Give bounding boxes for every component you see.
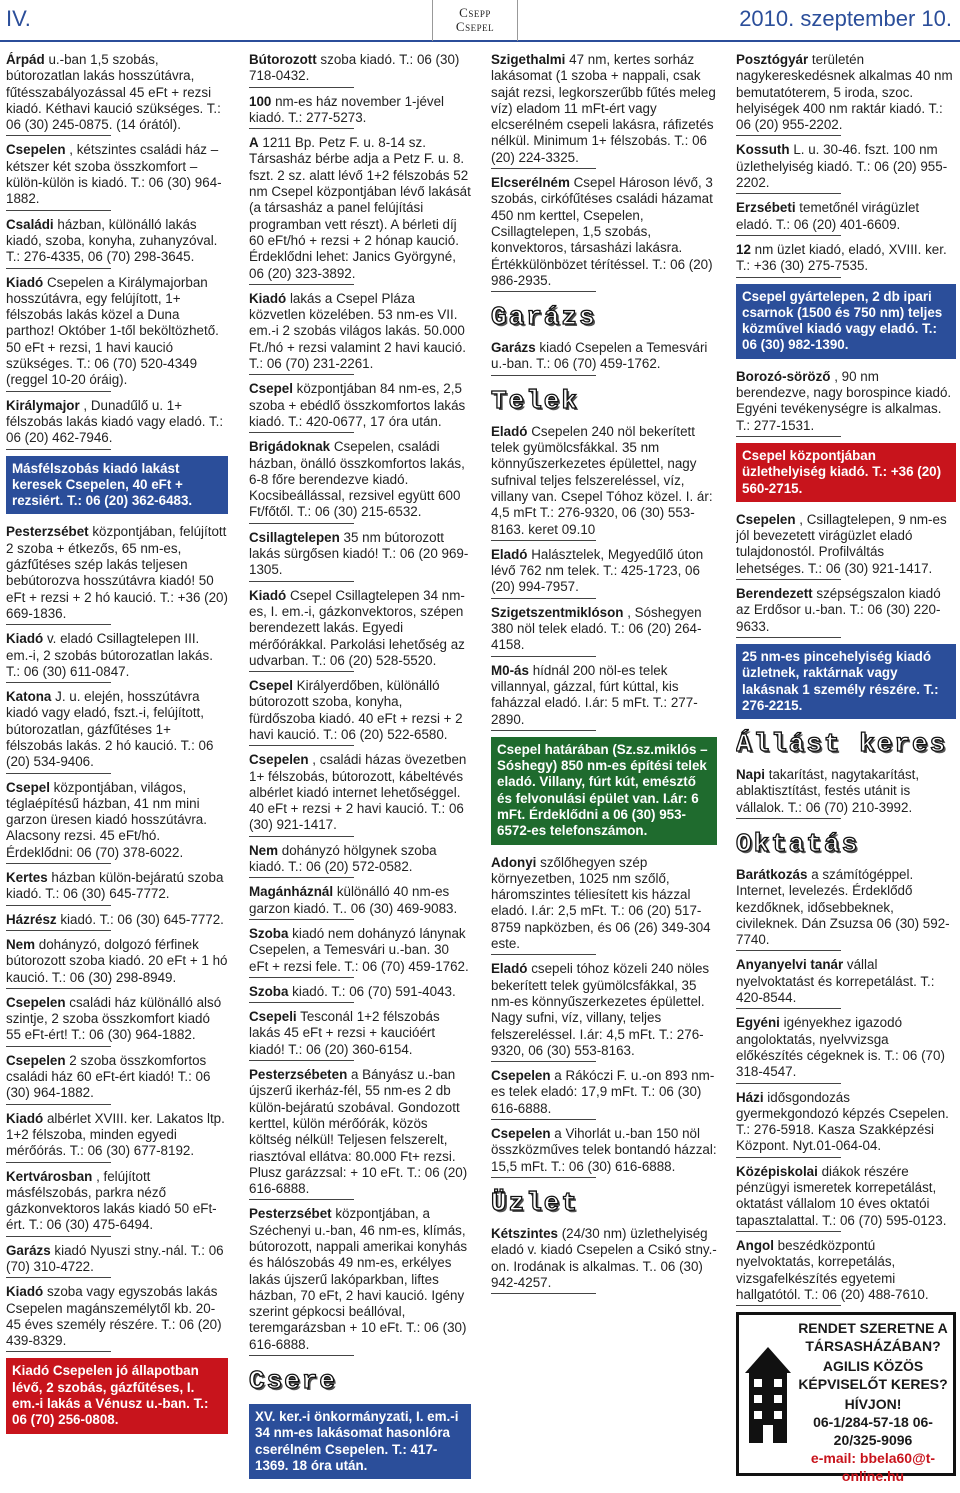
ad-separator [6, 1046, 111, 1047]
ad-text: szépségszalon kiadó az Erdősor u.-ban. T.: 06 (30) 220-9633. [736, 586, 941, 634]
ad-lead-word: Berendezett [736, 586, 813, 602]
ad-lead-word: Nem [249, 842, 279, 858]
ad-separator [6, 268, 111, 269]
classified-ad [6, 524, 228, 625]
ad-text: , Dunadűlő u. 1+ félszobás lakás kiadó vagy eladó. T.: 06 (20) 462-7946. [6, 397, 224, 446]
ad-separator [736, 1305, 841, 1306]
classified-ad [491, 855, 717, 956]
classified-ad [6, 1053, 228, 1105]
ad-lead-word: Borozó-söröző [736, 368, 831, 384]
ad-separator [6, 210, 111, 211]
ad-separator [249, 87, 354, 88]
ad-text: takarítást, nagytakarítást, ablaktisztítást, festés utánit is vállalok. T.: 06 (70) 210-3992. [736, 767, 920, 815]
ad-text: szoba vagy egyszobás lakás Csepelen magánszemélytől kb. 20-45 éves személy részére. T.: 06 (20) 439-8329. [6, 1284, 222, 1349]
classified-ad [6, 1284, 228, 1352]
ad-separator [249, 745, 354, 746]
ad-lead-word: Szigetszentmiklóson [491, 604, 624, 620]
ad-text: diákok részére pénzügyi ismeretek korrepetálást, oktatást vállalom 10 éves oktatói tapasztalattal. T.: 06 (70) 595-0123. [736, 1163, 947, 1228]
ad-lead-word: Pesterzsébet [249, 1206, 332, 1222]
ad-text: Csepel Hároson lévő, 3 szobás, cirkófűtéses családi házamat 450 nm kerttel, Csepelen, Csillagtelepen, 1,5 szobás, konvektoros, társasházi lakásra. Értékkülönbözet térítéssel. T.: 06 (20) 986-2935. [491, 175, 713, 288]
highlight-box-red: Kiadó Csepelen jó állapotban lévő, 2 szobás, gázfűtéses, I. em.-i lakás a Vénusz u.-ban. T.: 06 (70) 256-0808. [6, 1358, 228, 1433]
ad-lead-word: Csepelen [491, 1126, 551, 1142]
classified-ad [491, 663, 717, 731]
classified-ad [249, 135, 471, 285]
ad-lead-word: Erzsébeti [736, 200, 796, 216]
logo-line-2: Csepel [455, 19, 495, 34]
ad-text: J. u. elején, hosszútávra kiadó vagy eladó, fszt.-i, felújított, bútorozatlan, gázfűtéses 1+ félszobás lakás. 2 hó kaució. T.: 06 (20) 534-9406. [6, 689, 214, 770]
ad-text: kiadó. T.: 06 (70) 591-4043. [292, 983, 456, 999]
ad-text: , 90 nm berendezve, nagy borospince kiadó. Egyéni tevékenységre is alkalmas. T.: 277-1531. [736, 368, 952, 433]
classified-ad [6, 275, 228, 392]
ad-separator [491, 1061, 596, 1062]
ad-text: szőlőhegyen szép környezetben, 1025 nm szőlő, háromszintes téliesített kis házzal eladó. I.ár: 2,5 mFt. T.: 06 (20) 517-8759 napközben, és 06 (26) 349-304 este. [491, 854, 711, 952]
ad-lead-word: Anyanyelvi tanár [736, 957, 844, 973]
ad-text: , Sóshegyen 380 nöl telek eladó. T.: 06 (20) 264-4158. [491, 604, 702, 653]
ad-lead-word: Kiadó [6, 274, 44, 290]
classified-ad [249, 1067, 471, 1200]
ad-lead-word: Csepelen [249, 752, 309, 768]
ad-separator [736, 818, 841, 819]
ad-lead-word: Elcserélném [491, 175, 570, 191]
ad-separator [6, 624, 111, 625]
house-icon [743, 1345, 793, 1445]
classified-ad [6, 52, 228, 136]
highlight-box-red: Csepel központjában üzlethelyiség kiadó. T.: +36 (20) 560-2715. [736, 443, 956, 502]
classified-ad [249, 984, 471, 1003]
column-4 [736, 52, 956, 1493]
classified-ad [6, 995, 228, 1047]
classified-ad [736, 242, 956, 278]
ad-separator [6, 391, 111, 392]
classified-ad [249, 1206, 471, 1356]
classified-ad [6, 1111, 228, 1163]
classified-ad [249, 752, 471, 836]
classified-ad [736, 957, 956, 1009]
classified-ad [249, 678, 471, 746]
highlight-box: Csepel gyártelepen, 2 db ipari csarnok (1500 és 750 nm) teljes közművel kiadó vagy eladó. T.: 06 (30) 982-1390. [736, 284, 956, 359]
ad-text: házban külön-bejáratú szoba kiadó. T.: 06 (30) 645-7772. [6, 870, 224, 902]
ad-separator [249, 671, 354, 672]
ad-text: központjában 84 nm-es, 2,5 szoba + ebédlő összkomfortos lakás kiadó. T.: 420-0677, 17 óra után. [249, 381, 466, 429]
ad-text: területén nagykereskedésnek alkalmas 40 nm bemutatóterem, 5 iroda, szoc. helyiségek 400 nm raktár kiadó. T.: 06 (20) 955-2202. [736, 52, 953, 133]
ad-lead-word: Kertes [6, 870, 48, 886]
ad-separator [736, 235, 841, 236]
ad-text: idősgondozás gyermekgondozó képzés Csepelen. T.: 276-5918. Kasza Szakképzési Központ. Nyt.01-064-04. [736, 1089, 949, 1154]
ad-lead-word: 12 [736, 241, 751, 257]
ad-text: a számítógéppel. Internet, levelezés. Érdeklődő kezdőknek, idősebbeknek, civileknek. Dán Zsuzsa 06 (30) 592-7740. [736, 866, 950, 948]
classified-ad [249, 381, 471, 433]
ad-separator [736, 1008, 841, 1009]
ad-lead-word: Csepel [249, 381, 293, 397]
column-1 [6, 52, 228, 1493]
ad-lead-word: Árpád [6, 52, 45, 67]
ad-lead-word: Egyéni [736, 1015, 780, 1031]
ad-text: temetőnél virágüzlet eladó. T.: 06 (20) 401-6609. [736, 200, 920, 232]
ad-separator [249, 836, 354, 837]
ad-separator [249, 523, 354, 524]
ad-text: Királyerdőben, különálló bútorozott szoba, konyha, fürdőszoba kiadó. 40 eFt + rezsi + 2 havi kaució. T.: 06 (20) 522-6580. [249, 678, 463, 742]
ad-lead-word: Kiadó [249, 290, 287, 306]
ad-lead-word: Házi [736, 1089, 764, 1105]
ad-text: különálló 40 nm-es garzon kiadó. T.. 06 (30) 469-9083. [249, 884, 458, 916]
ad-separator [249, 1199, 354, 1200]
ad-text: kiadó nem dohányzó lánynak Csepelen, a Temesvári u.-ban. 30 eFt + rezsi fele. T.: 06 (70) 459-1762. [249, 925, 469, 974]
ad-separator [491, 1293, 596, 1294]
ad-separator [491, 1177, 596, 1178]
ad-text: csepeli tóhoz közeli 240 nöles bekerített telek gyümölcsfákkal, 35 nm-es könnyűszerkezetes épülettel. Nagy sufni, víz, villany, teljes felszereléssel. I.ár: 4,5 mFt. T.: 276-9320, 06 (30) 553-8163. [491, 961, 710, 1058]
classified-ad [6, 217, 228, 269]
ad-text: (24/30 nm) üzlethelyiség eladó v. kiadó Csepelen a Csikó stny.-on. Irodának is alkalmas. T.. 06 (30) 942-4257. [491, 1225, 717, 1290]
ad-lead-word: Napi [736, 767, 766, 783]
ad-text: Csepel Csillagtelepen 34 nm-es, I. em.-i, gázkonvektoros, szépen berendezett lakás. Egyedi mérőórákkal. Parkolási lehetőség az udvarban. T.: 06 (20) 528-5520. [249, 587, 465, 668]
ad-separator [491, 540, 596, 541]
ad-separator [6, 1104, 111, 1105]
ad-text: Tesconál 1+2 félszobás lakás 45 eFt + rezsi + kaucióért kiadó! T.: 06 (20) 360-6154. [249, 1009, 440, 1057]
ad-lead-word: Magánháznál [249, 884, 334, 900]
ad-text: Csepelen, családi házban, önálló összkomfortos lakás, 6-8 főre berendezve kiadó. Kocsibeállással, rezsivel együtt 600 Ft/főtől. T.: 06 (30) 215-6532. [249, 439, 465, 520]
ad-lead-word: A [249, 135, 259, 151]
ad-lead-word: Eladó [491, 423, 528, 439]
classified-ad [491, 175, 717, 292]
classified-ad [736, 512, 956, 580]
classified-ad [249, 94, 471, 130]
section-heading-csere: Csere [249, 1366, 338, 1397]
ad-separator [736, 135, 841, 136]
ad-lead-word: Középiskolai [736, 1163, 818, 1179]
ad-text: u.-ban 1,5 szobás, bútorozatlan lakás hosszútávra, fűtésszabályozással 45 eFt + rezsi kiadó. Kéthavi kaució szükséges. T.: 06 (30) 245-0875. (14 órától). [6, 52, 221, 133]
ad-text: 2 szoba összkomfortos családi ház 60 eFt-ért kiadó! T.: 06 (30) 964-1882. [6, 1052, 211, 1101]
ad-text: a Vihorlát u.-ban 150 nöl összközműves telek bontandó házzal: 15,5 mFt. T.: 06 (30) 616-6888. [491, 1126, 717, 1174]
classified-ad [6, 937, 228, 989]
ad-lead-word: Kertvárosban [6, 1168, 93, 1184]
ad-text: dohányzó, dolgozó férfinek bútorozott szoba kiadó. 20 eFt + 1 hó kaució. T.: 06 (30) 298-8949. [6, 936, 228, 985]
ad-separator [249, 1355, 354, 1356]
classified-ad [736, 369, 956, 437]
highlight-box: Másfélszobás kiadó lakást keresek Csepelen, 40 eFt + rezsiért. T.: 06 (20) 362-6483. [6, 456, 228, 515]
ad-lead-word: Szoba [249, 983, 289, 999]
ad-text: 47 nm, kertes sorház lakásomat (1 szoba + nappali, csak saját rezsi, legkorszerűbb fűtés meleg víz) eladom 11 mFt-ért vagy elcserélném csepeli lakásra, ráfizetés nélkül. Minimum 1+ félszobás. T.: 06 (20) 224-3325. [491, 52, 716, 165]
column-3 [491, 52, 717, 1493]
ad-lead-word: Eladó [491, 961, 528, 977]
section-heading-garazs: Garázs [491, 302, 597, 333]
section-heading-telek: Telek [491, 385, 580, 416]
classified-ad [491, 1226, 717, 1294]
highlight-box: 25 nm-es pincehelyiség kiadó üzletnek, raktárnak vagy lakásnak 1 személy részére. T.: 276-2215. [736, 644, 956, 719]
section-heading-oktatas: Oktatás [736, 828, 860, 859]
highlight-box: XV. ker.-i önkormányzati, I. em.-i 34 nm-es lakásomat hasonlóra cserélném Csepelen. T.: 417-1369. 18 óra után. [249, 1404, 471, 1479]
ad-lead-word: Kiadó [6, 631, 44, 647]
ad-text: , felújított másfélszobás, parkra néző gázkonvektoros lakás kiadó 50 eFt-ért. T.: 06 (30) 475-6494. [6, 1168, 217, 1233]
classified-ad [249, 439, 471, 523]
house-ad-phone: 06-1/284-57-18 06-20/325-9096 [813, 1414, 933, 1449]
ad-separator [6, 988, 111, 989]
ad-lead-word: Csillagtelepen [249, 529, 340, 545]
ad-separator [491, 656, 596, 657]
ad-text: szoba kiadó. T.: 06 (30) 718-0432. [249, 52, 460, 84]
ad-lead-word: Kétszintes [491, 1225, 558, 1241]
ad-text: lakás a Csepel Pláza közvetlen közelében. 53 nm-es VII. em.-i 2 szobás világos lakás. 50.000 Ft./hó + rezsi valamint 2 havi kaució. T.: 06 (70) 231-2261. [249, 290, 466, 372]
ad-text: házban, különálló lakás kiadó, szoba, konyha, zuhanyzóval. T.: 276-4335, 06 (70) 298-3645. [6, 216, 218, 265]
ad-text: albérlet XVIII. ker. Lakatos ltp. 1+2 félszoba, minden egyedi mérőórás. T.: 06 (30) 677-8192. [6, 1110, 225, 1159]
classified-ad [491, 605, 717, 657]
classified-ad [491, 547, 717, 599]
ad-lead-word: Házrész [6, 911, 57, 927]
classified-ad [491, 52, 717, 169]
ad-separator [6, 863, 111, 864]
ad-separator [6, 905, 111, 906]
classified-ad [6, 1243, 228, 1279]
ad-lead-word: Pesterzsébet [6, 524, 89, 540]
ad-separator [249, 919, 354, 920]
ad-lead-word: Csepelen [491, 1068, 551, 1084]
ad-text: Csepelen a Királymajorban hosszútávra, egy felújított, 1+ félszobás lakás közel a Duna parthoz! Október 1-től beköltözhető. 50 eFt + rezsi, 1 havi kaució szükséges. T.: 06 (70) 520-4349 (reggel 10-20 óráig). [6, 274, 219, 388]
ad-separator [6, 930, 111, 931]
ad-separator [491, 291, 596, 292]
classified-ad [6, 689, 228, 773]
ad-separator [736, 193, 841, 194]
classified-ad [736, 52, 956, 136]
ad-separator [249, 977, 354, 978]
section-heading-uzlet: Üzlet [491, 1187, 580, 1218]
ad-lead-word: Posztógyár [736, 52, 809, 67]
classified-ad [736, 1164, 956, 1232]
classified-ad [6, 631, 228, 683]
classified-ad [491, 424, 717, 541]
classified-ad [249, 843, 471, 879]
ad-separator [6, 1277, 111, 1278]
ad-lead-word: Csepelen [6, 994, 66, 1010]
ad-text: családi ház különálló alsó szintje, 2 szoba összkomfort kiadó 55 eFt-ért! T.: 06 (30) 964-1882. [6, 994, 222, 1043]
ad-lead-word: Csepeli [249, 1009, 297, 1025]
ad-separator [736, 579, 841, 580]
classified-ad [736, 586, 956, 638]
classified-ad [491, 961, 717, 1062]
ad-lead-word: 100 [249, 93, 272, 109]
ad-lead-word: Angol [736, 1237, 774, 1253]
ad-separator [6, 449, 111, 450]
ad-lead-word: Csepel [6, 779, 50, 795]
ad-lead-word: Csepel [249, 678, 293, 694]
ad-lead-word: Szoba [249, 925, 289, 941]
ad-separator [736, 1231, 841, 1232]
ad-separator [249, 432, 354, 433]
classified-ad [736, 867, 956, 951]
ad-lead-word: Kiadó [249, 587, 287, 603]
classified-ad [6, 142, 228, 210]
ad-separator [6, 1162, 111, 1163]
classified-ad [6, 912, 228, 931]
ad-lead-word: Királymajor [6, 397, 80, 413]
ad-text: a Bányász u.-ban újszerű ikerház-fél, 55 nm-es 2 db külön-bejáratú szobával. Gondozott kerttel, külön mérőórák, közös költség nélkül! Teljesen felszerelt, riasztóval ellátva: 80.000 Ft+ rezsi. Plusz garázzsal: + 10 eFt. T.: 06 (20) 616-6888. [249, 1067, 468, 1197]
ad-lead-word: Garázs [6, 1242, 51, 1258]
ad-text: , családi házas övezetben 1+ félszobás, bútorozott, kábeltévés albérlet kiadó internet lehetőséggel. 40 eFt + rezsi + 2 havi kaució. T.: 06 (30) 921-1417. [249, 752, 467, 833]
ad-separator [6, 682, 111, 683]
classified-ad [736, 1238, 956, 1306]
issue-number: IV. [6, 6, 31, 31]
classified-ad [736, 1090, 956, 1158]
ad-separator [249, 284, 354, 285]
ad-lead-word: Családi [6, 216, 54, 232]
ad-text: központjában, világos, téglaépítésű házban, 41 nm mini garzon üresen kiadó hosszútávra. Alacsony rezsi. 45 eFt/hó. Érdeklődni: 06 (70) 378-6022. [6, 779, 207, 860]
ad-text: , Csillagtelepen, 9 nm-es jól bevezetett virágüzlet eladó tulajdonostól. Profilváltás lehetséges. T.: 06 (30) 921-1417. [736, 511, 947, 576]
classified-ad [736, 200, 956, 236]
ad-text: 1211 Bp. Petz F. u. 8-14 sz. Társasház bérbe adja a Petz F. u. 8. fszt. 2 sz. alatt lévő 1+2 félszobás 52 nm Csepel központjában lévő lakását (a társasház a panel felújítási programban vett részt). A bérleti díj 60 eFt/hó + rezsi + 2 hónap kaució. Érdeklődni lehet: Janics Györgyné, 06 (20) 323-3892. [249, 135, 471, 281]
ad-lead-word: Csepelen [6, 1052, 66, 1068]
classified-ad [6, 398, 228, 450]
ad-lead-word: Kiadó [6, 1284, 44, 1300]
ad-text: beszédközpontú nyelvoktatás, korrepetálás, vizsgafelkészítés egyetemi hallgatótól. T.: 06 (20) 488-7610. [736, 1237, 929, 1302]
ad-lead-word: Nem [6, 936, 36, 952]
ad-text: Halásztelek, Megyedűlő úton lévő 762 nm telek. T.: 425-1723, 06 (20) 994-7957. [491, 546, 704, 595]
ad-separator [6, 1236, 111, 1237]
ad-separator [736, 1083, 841, 1084]
classified-ad [249, 52, 471, 88]
house-ad-line-2: AGILIS KÖZÖS KÉPVISELŐT KERES? [798, 1358, 948, 1393]
classified-ad [249, 588, 471, 672]
ad-text: 35 nm bútorozott lakás sürgősen kiadó! T.: 06 (20 969-1305. [249, 529, 469, 578]
ad-separator [491, 730, 596, 731]
ad-separator [6, 135, 111, 136]
ad-separator [249, 374, 354, 375]
ad-text: hídnál 200 nöl-es telek villannyal, gázzal, fúrt kúttal, kis faházzal eladó. I.ár: 5 mFt. T.: 277-2890. [491, 662, 698, 727]
ad-text: L. u. 30-46. fszt. 100 nm üzlethelyiség kiadó. T.: 06 (20) 955-2202. [736, 142, 948, 191]
ad-lead-word: Kiadó [6, 1110, 44, 1126]
classified-ad [249, 1009, 471, 1061]
ad-lead-word: Garázs [491, 340, 536, 356]
classified-ad [6, 870, 228, 906]
ad-text: dohányzó hölgynek szoba kiadó. T.: 06 (20) 572-0582. [249, 842, 437, 875]
ad-lead-word: Szigethalmi [491, 52, 566, 67]
ad-text: a Rákóczi F. u.-on 893 nm-es telek eladó: 17,9 mFt. T.: 06 (30) 616-6888. [491, 1068, 715, 1116]
ad-text: v. eladó Csillagtelepen III. em.-i, 2 szobás bútorozatlan lakás. T.: 06 (30) 611-0847. [6, 631, 213, 679]
ad-separator [736, 950, 841, 951]
ad-text: kiadó Csepelen a Temesvári u.-ban. T.: 06 (70) 459-1762. [491, 340, 708, 372]
logo-line-1: Csepp [459, 5, 491, 20]
ad-lead-word: Katona [6, 689, 52, 705]
ad-separator [736, 277, 841, 278]
classified-ad [249, 926, 471, 978]
ad-text: igényekhez igazodó angoloktatás, nyelvvizsga előkészítés cégeknek is. T.: 06 (70) 318-4547. [736, 1015, 945, 1080]
ad-text: kiadó Nyuszi stny.-nál. T.: 06 (70) 310-4722. [6, 1242, 224, 1274]
classified-ad [736, 1015, 956, 1083]
classified-ad [736, 767, 956, 819]
ad-text: központjában, a Széchenyi u.-ban, 46 nm-es, klímás, bútorozott, nappali amerikai konyhás és hálószobás 49 nm-es, erkélyes lakás újszerű lakóparkban, liftes házban, 70 eFt, 2 havi kaució. Igény szerint gépkocsi beállóval, teremgarázsban + 10 eFt. T.: 06 (30) 616-6888. [249, 1206, 468, 1352]
classified-ad [491, 340, 717, 376]
ad-text: központjában, felújított 2 szoba + étkezős, 65 nm-es, gázfűtéses szép lakás teljesen bebútorozva hosszútávra kiadó! 50 eFt + rezsi + 2 hó kaució. T.: +36 (20) 669-1836. [6, 524, 228, 621]
ad-lead-word: Kossuth [736, 142, 790, 158]
page-header [0, 0, 960, 42]
house-advert [736, 1312, 956, 1485]
classified-ad [491, 1126, 717, 1178]
ad-text: nm-es ház november 1-jével kiadó. T.: 277-5273. [249, 93, 445, 125]
ad-text: kiadó. T.: 06 (30) 645-7772. [60, 911, 224, 927]
ad-lead-word: Brigádoknak [249, 439, 331, 455]
ad-separator [249, 1002, 354, 1003]
ad-text: , kétszintes családi ház – kétszer két szoba összkomfort – külön-külön is kiadó. T.: 06 (30) 964-1882. [6, 142, 222, 207]
house-ad-line-3: HÍVJON! [844, 1396, 902, 1413]
ad-text: vállal nyelvoktatást és korrepetálást. T.: 420-8544. [736, 957, 935, 1006]
classified-ad [6, 780, 228, 864]
ad-separator [736, 637, 841, 638]
ad-lead-word: Barátkozás [736, 866, 808, 882]
ad-lead-word: Pesterzsébeten [249, 1067, 348, 1083]
ad-separator [736, 1157, 841, 1158]
ad-separator [491, 954, 596, 955]
ad-separator [491, 1119, 596, 1120]
house-ad-email[interactable]: e-mail: bbela60@t-online.hu [810, 1450, 936, 1485]
issue-date: 2010. szeptember 10. [739, 6, 952, 31]
ad-separator [491, 598, 596, 599]
section-heading-allast-keres: Állást keres [736, 729, 948, 760]
ad-separator [249, 877, 354, 878]
highlight-box-green: Csepel határában (Sz.sz.miklós – Sóshegy) 850 nm-es építési telek eladó. Villany, fúrt kút, emésztő és felvonulási épület van. I.ár: 6 mFt. Érdeklődni a 06 (30) 953-6572-es telefonszámon. [491, 737, 717, 845]
ad-lead-word: Csepelen [6, 142, 66, 158]
ad-lead-word: M0-ás [491, 662, 529, 678]
ad-text: nm üzlet kiadó, eladó, XVIII. ker. T.: +36 (30) 275-7535. [736, 241, 947, 274]
column-2 [249, 52, 471, 1493]
ad-text: Csepelen 240 nöl bekerített telek gyümölcsfákkal. 35 nm könnyűszerkezetes épülettel, nagy sufnival teljes felszereléssel, víz, villany van. Csepel Tóhoz közel. I. ár: 4,5 mFt T.: 276-9320, 06 (30) 553-8163. keret 09.10 [491, 423, 713, 537]
newspaper-logo [432, 0, 518, 41]
ad-separator [736, 436, 841, 437]
ad-separator [491, 375, 596, 376]
classified-ad [249, 291, 471, 375]
classified-ad [249, 530, 471, 582]
ad-separator [249, 1060, 354, 1061]
house-ad-line-1: RENDET SZERETNE A TÁRSASHÁZÁBAN? [798, 1320, 948, 1355]
ad-separator [249, 581, 354, 582]
ad-separator [249, 128, 354, 129]
classified-ad [249, 884, 471, 920]
classified-ad [491, 1068, 717, 1120]
ad-separator [6, 1351, 111, 1352]
ad-lead-word: Eladó [491, 546, 528, 562]
ad-separator [6, 773, 111, 774]
ad-lead-word: Bútorozott [249, 52, 317, 67]
ad-lead-word: Adonyi [491, 854, 537, 870]
ad-separator [491, 168, 596, 169]
ad-lead-word: Csepelen [736, 511, 796, 527]
classified-ad [6, 1169, 228, 1237]
classified-ad [736, 142, 956, 194]
